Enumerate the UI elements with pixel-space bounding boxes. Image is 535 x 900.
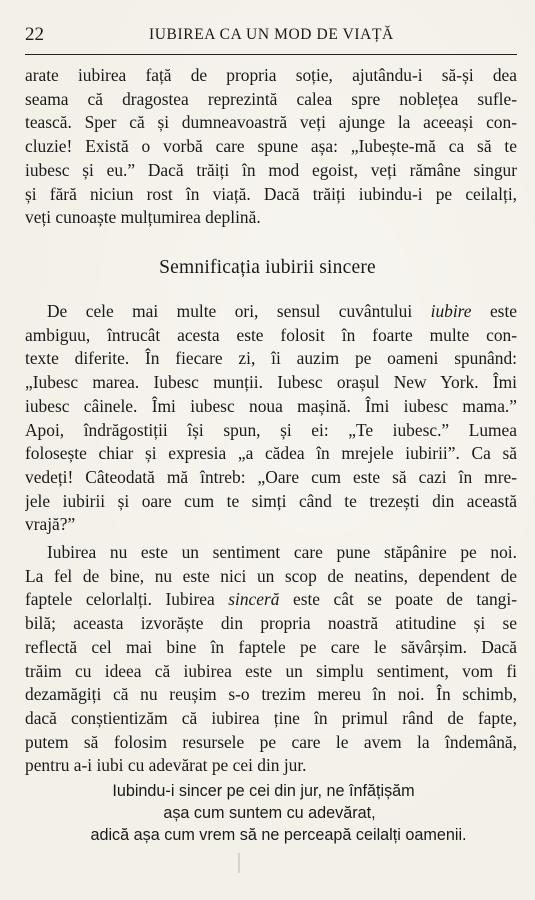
paragraph-line: tească. Sper că și dumneavoastră veți ajunge la aceeași con-	[25, 112, 517, 133]
line-text: este cât se poate de tangi-	[279, 589, 517, 610]
paragraph-line: dezamăgiți că nu reușim s-o trezim mereu în noi. În schimb,	[25, 684, 517, 705]
page-number: 22	[25, 24, 44, 45]
header-rule	[25, 54, 517, 55]
section-heading: Semnificația iubirii sincere	[159, 257, 376, 278]
paragraph-line: dacă conștientizăm că iubirea ține în primul rând de fapte,	[25, 707, 517, 728]
paragraph-line: folosește chiar și expresia „a cădea în mrejele iubirii”. Ca să	[25, 443, 517, 464]
paragraph-line: pentru a-i iubi cu adevărat pe cei din jur.	[25, 755, 307, 776]
paragraph-line: „Iubesc marea. Iubesc munții. Iubesc orașul New York. Îmi	[25, 372, 517, 393]
italic-word: sinceră	[228, 589, 280, 610]
paragraph-line: Apoi, îndrăgostiții își spun, și ei: „Te iubesc.” Lumea	[25, 419, 517, 440]
quote-line: așa cum suntem cu adevărat,	[163, 804, 376, 822]
page-mark	[238, 853, 240, 873]
pull-quote	[0, 780, 535, 846]
paragraph-line: vrajă?”	[25, 514, 76, 535]
paragraph-line: ambiguu, întrucât acesta este folosit în foarte multe con-	[25, 324, 517, 345]
paragraph-line: putem să folosim resursele pe care le avem la îndemână,	[25, 731, 517, 752]
running-title: IUBIREA CA UN MOD DE VIAȚĂ	[149, 26, 394, 43]
page-header	[25, 24, 515, 48]
paragraph-line: La fel de bine, nu este nici un scop de neatins, dependent de	[25, 565, 517, 586]
paragraph-line: cluzie! Există o vorbă care spune așa: „Iubește-mă ca să te	[25, 136, 517, 157]
paragraph-line: trăim cu ideea că iubirea este un simplu sentiment, vom fi	[25, 660, 517, 681]
paragraph-3	[25, 541, 517, 778]
paragraph-2	[25, 300, 517, 537]
paragraph-line: bilă; aceasta izvorăște din propria noastră atitudine și se	[25, 613, 517, 634]
paragraph-line: iubesc câinele. Îmi iubesc noua mașină. Îmi iubesc mama.”	[25, 395, 517, 416]
paragraph-line: seama că dragostea reprezintă calea spre noblețea sufle-	[25, 88, 517, 109]
italic-word: iubire	[430, 301, 472, 321]
line-text: De cele mai multe ori, sensul cuvântului	[47, 301, 431, 321]
paragraph-line	[25, 300, 517, 324]
paragraph-line: vedeți! Câteodată mă întreb: „Oare cum este să cazi în mre-	[25, 466, 517, 487]
paragraph-line: Iubirea nu este un sentiment care pune stăpânire pe noi.	[47, 542, 517, 562]
paragraph-line: reflectă cel mai bine în faptele pe care le săvârșim. Dacă	[25, 636, 517, 657]
quote-line: Iubindu-i sincer pe cei din jur, ne înfățișăm	[112, 782, 415, 800]
paragraph-line: texte diferite. În fiecare zi, îi auzim pe oameni spunând:	[25, 348, 517, 369]
quote-line: adică așa cum vrem să ne perceapă ceilalți oamenii.	[90, 826, 467, 844]
line-text: faptele celorlalți. Iubirea	[25, 589, 229, 610]
paragraph-line: și fără niciun rost în viață. Dacă trăiți iubindu-i pe ceilalți,	[25, 183, 517, 204]
paragraph-line	[25, 588, 517, 612]
paragraph-line: arate iubirea față de propria soție, ajutându-i să-și dea	[25, 65, 517, 85]
paragraph-1	[25, 64, 517, 230]
line-text: este	[471, 301, 517, 321]
paragraph-line: veți cunoaște mulțumirea deplină.	[25, 207, 261, 228]
paragraph-line: jele iubirii și oare cum te simți când te trezești din această	[25, 490, 517, 511]
paragraph-line: iubesc și eu.” Dacă trăiți în mod egoist, veți rămâne singur	[25, 159, 517, 180]
